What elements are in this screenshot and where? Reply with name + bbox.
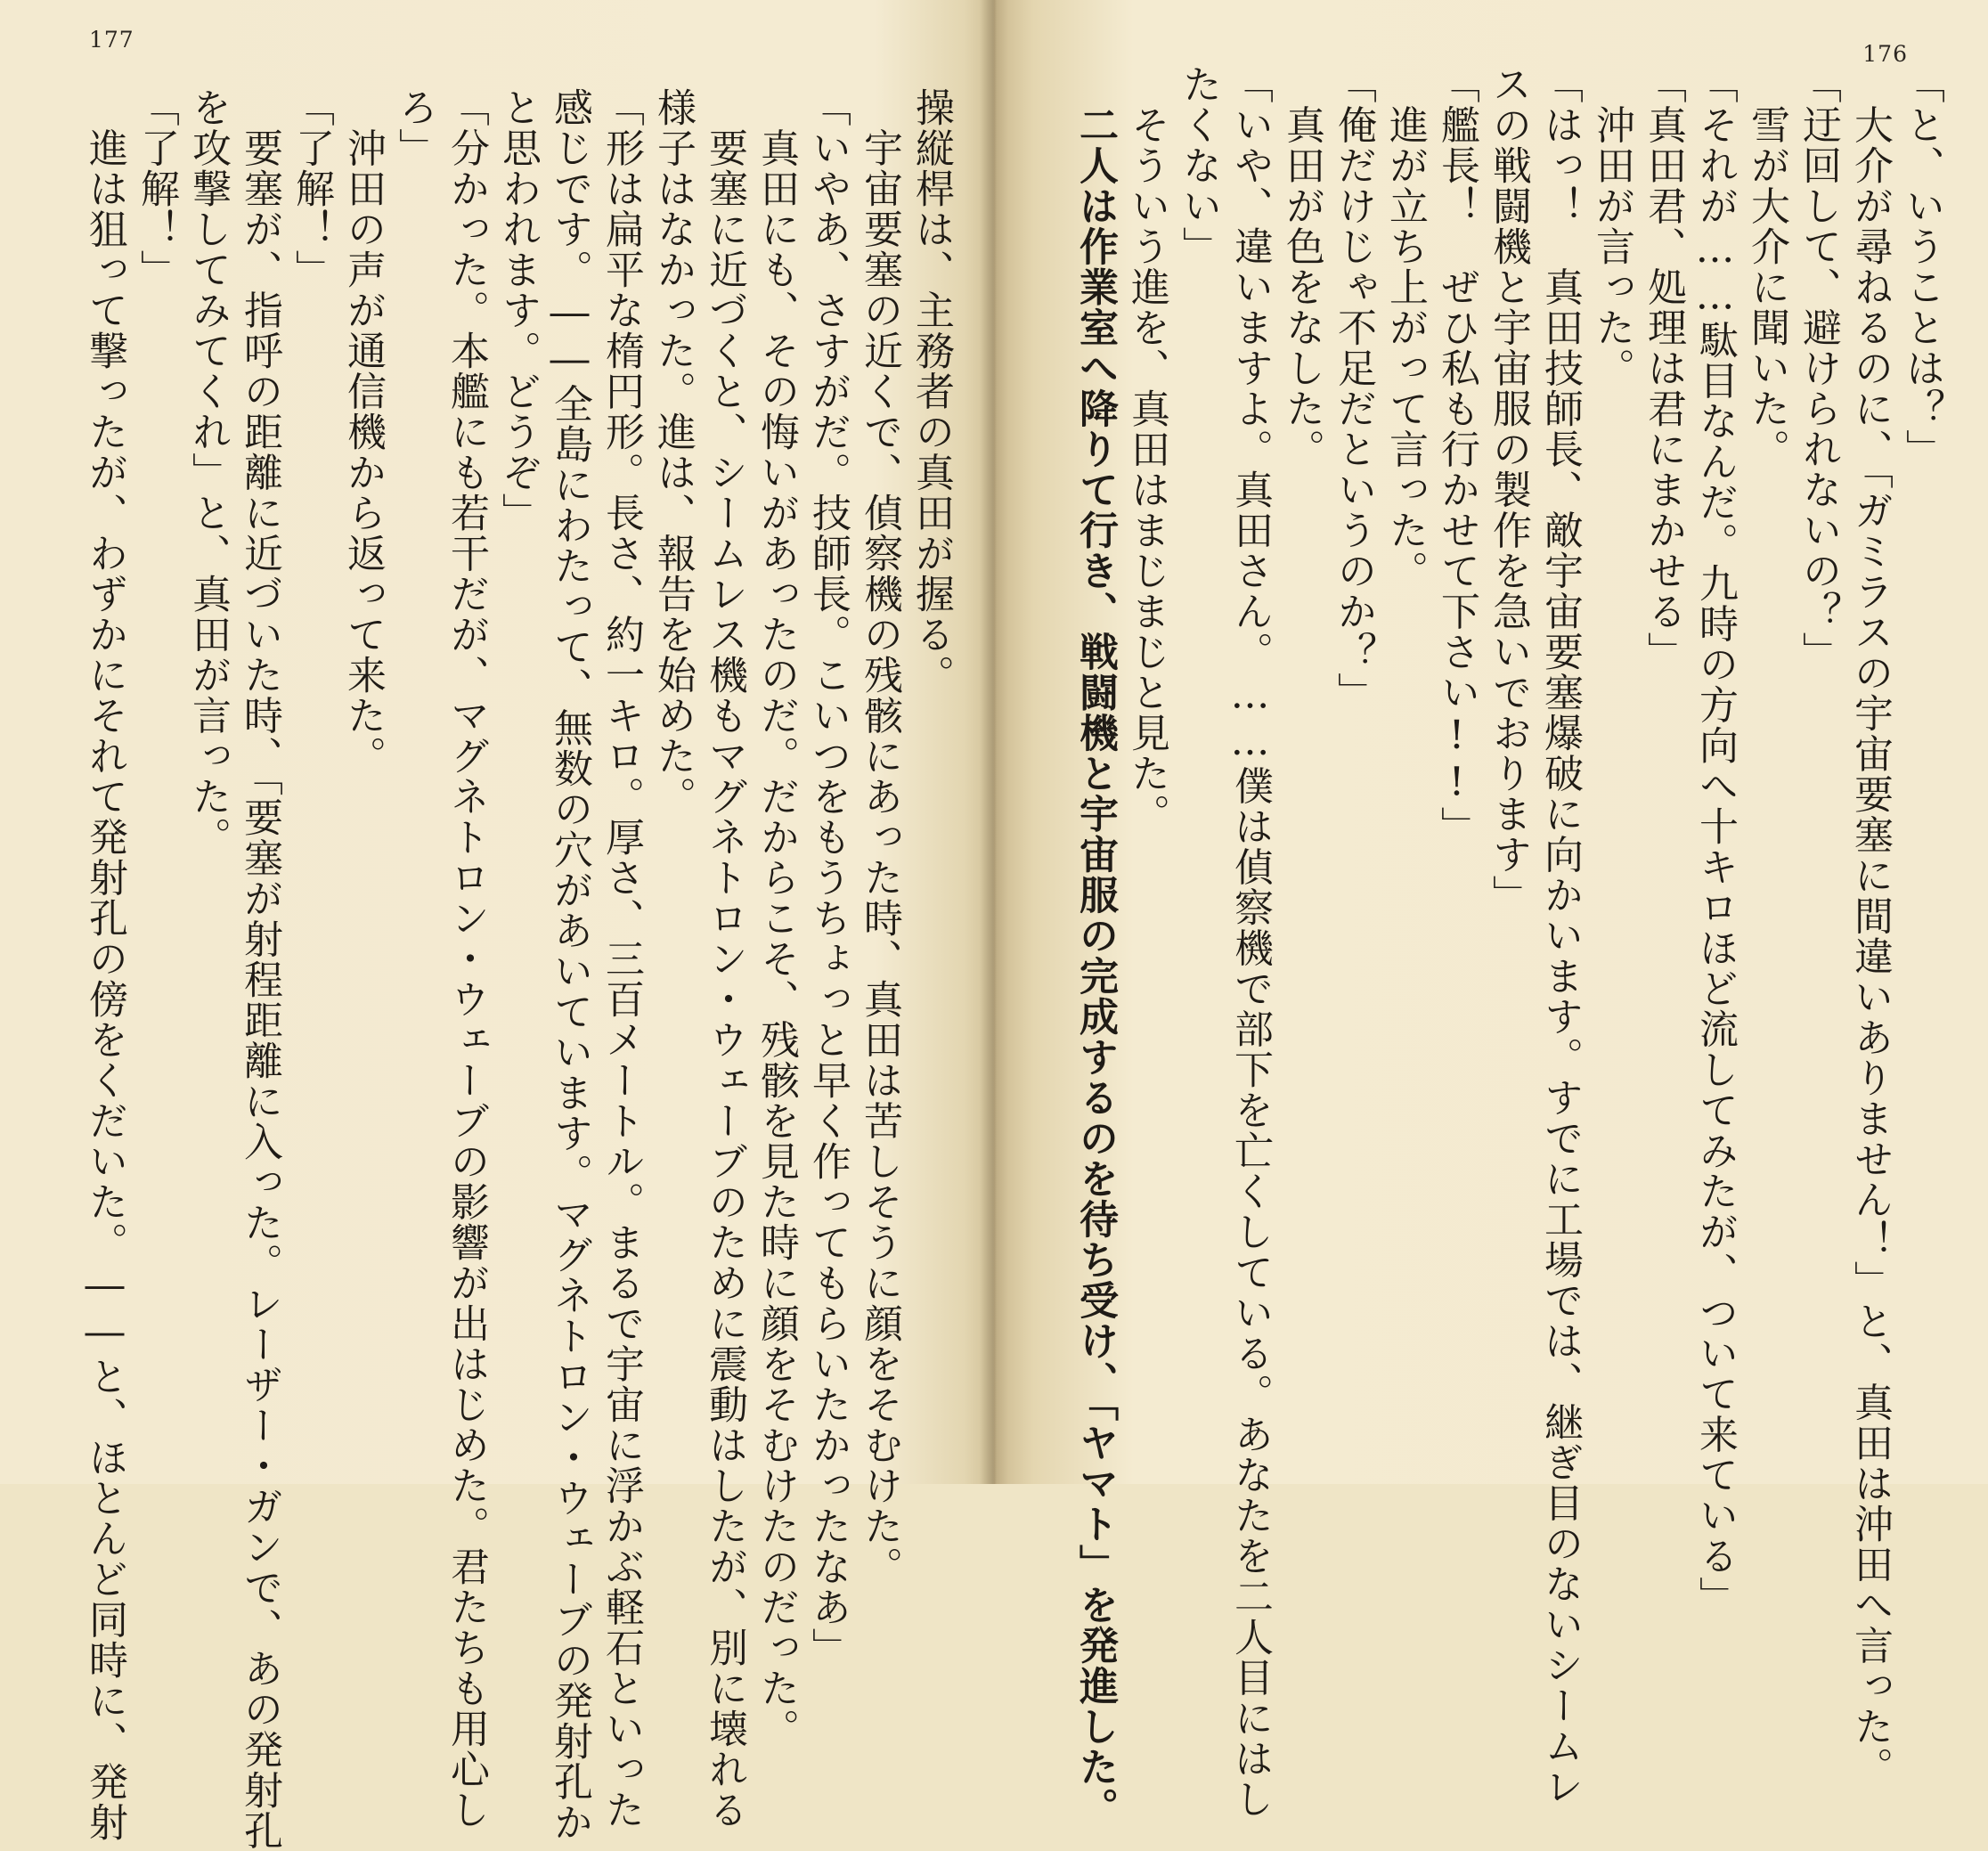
text-line: を攻撃してみてくれ」と、真田が言った。 — [185, 87, 231, 858]
left-page-number: 177 — [89, 27, 134, 53]
text-line: 宇宙要塞の近くで、偵察機の残骸にあった時、真田は苦しそうに顔をそむけた。 — [857, 87, 902, 1587]
text-line: 「真田君、処理は君にまかせる」 — [1641, 64, 1686, 673]
text-line: スの戦闘機と宇宙服の製作を急いでおります」 — [1486, 64, 1531, 916]
text-line: 「艦長！ ぜひ私も行かせて下さい!!」 — [1434, 64, 1479, 847]
right-page-text — [1072, 64, 1947, 1828]
text-line: 雪が大介に聞いた。 — [1744, 64, 1789, 469]
text-line: 沖田の声が通信機から返って来た。 — [340, 87, 386, 777]
text-line: 真田が色をなした。 — [1279, 64, 1324, 469]
right-page — [994, 0, 1988, 1828]
text-line: 要塞が、指呼の距離に近づいた時、「要塞が射程距離に入った。レーザー・ガンで、あの発射孔 — [237, 87, 282, 1851]
text-line: 真田にも、その悔いがあったのだ。だからこそ、残骸を見た時に顔をそむけたのだった。 — [754, 87, 799, 1749]
text-line: そういう進を、真田はまじまじと見た。 — [1124, 64, 1169, 835]
text-line: 「迂回して、避けられないの？」 — [1796, 64, 1841, 673]
text-line: 「了解！」 — [289, 87, 334, 290]
text-line: 「それが……駄目なんだ。九時の方向へ十キロほど流してみたが、ついて来ている」 — [1692, 64, 1738, 1617]
text-line: 進が立ち上がって言った。 — [1382, 64, 1428, 591]
text-line: 感じです。――全島にわたって、無数の穴があいています。マグネトロン・ウェーブの発射孔か — [547, 87, 592, 1843]
text-line: たくない」 — [1176, 64, 1221, 267]
text-line: 進は狙って撃ったが、わずかにそれて発射孔の傍をくだいた。――と、ほとんど同時に、発射 — [82, 87, 127, 1843]
text-line: 「形は扁平な楕円形。長さ、約一キロ。厚さ、三百メートル。まるで宇宙に浮かぶ軽石といった — [599, 87, 644, 1831]
text-line: 「俺だけじゃ不足だというのか？」 — [1331, 64, 1376, 713]
text-line: 要塞に近づくと、シームレス機もマグネトロン・ウェーブのために震動はしたが、別に壊れる — [702, 87, 747, 1831]
text-line: 「分かった。本艦にも若干だが、マグネトロン・ウェーブの影響が出はじめた。君たちも用心し — [444, 87, 489, 1831]
left-page-text — [75, 87, 957, 1851]
text-line: 大介が尋ねるのに、「ガミラスの宇宙要塞に間違いありません！」と、真田は沖田へ言った。 — [1847, 64, 1893, 1788]
text-line: ろ」 — [392, 87, 437, 168]
text-line: 操縦桿は、主務者の真田が握る。 — [908, 87, 954, 696]
text-line: と思われます。どうぞ」 — [495, 87, 541, 534]
text-line: 「いや、違いますよ。真田さん。……僕は偵察機で部下を亡くしている。あなたを二人目にはし — [1227, 64, 1273, 1820]
text-line: 「はっ！ 真田技師長、敵宇宙要塞爆破に向かいます。すでに工場では、継ぎ目のないシームレ — [1537, 64, 1583, 1807]
text-line: 「と、いうことは？」 — [1899, 64, 1944, 469]
right-page-number: 176 — [1862, 41, 1908, 67]
text-line: 「いやあ、さすがだ。技師長。こいつをもうちょっと早く作ってもらいたかったなあ」 — [805, 87, 851, 1668]
text-line: 様子はなかった。進は、報告を始めた。 — [650, 87, 696, 817]
text-line: 二人は作業室へ降りて行き、戦闘機と宇宙服の完成するのを待ち受け、「ヤマト」を発進した。 — [1072, 64, 1118, 1828]
text-line: 沖田が言った。 — [1589, 64, 1634, 388]
text-line: 「了解！」 — [134, 87, 179, 290]
